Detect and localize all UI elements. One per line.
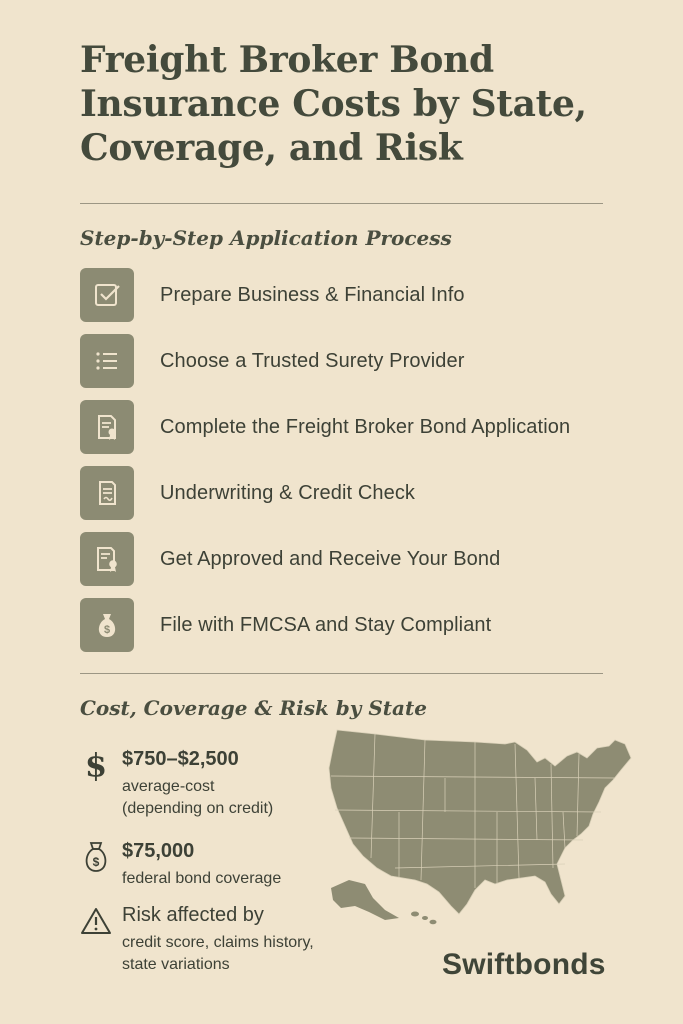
us-map-image (315, 728, 645, 928)
warning-icon (80, 904, 112, 938)
step-5 (80, 532, 660, 586)
costs-heading: Cost, Coverage & Risk by State (80, 696, 427, 720)
step-label: Choose a Trusted Surety Provider (160, 349, 465, 372)
brand-logo: Swiftbonds (442, 948, 606, 981)
average-cost-note: (depending on credit) (122, 800, 274, 817)
step-label: Complete the Freight Broker Bond Application (160, 415, 571, 438)
step-label: File with FMCSA and Stay Compliant (160, 613, 492, 636)
average-cost-value: $750–$2,500 (122, 748, 239, 770)
money-bag-icon (80, 840, 112, 874)
step-1 (80, 268, 660, 322)
certificate-icon (80, 532, 134, 586)
process-heading: Step-by-Step Application Process (80, 226, 452, 250)
step-label: Prepare Business & Financial Info (160, 283, 465, 306)
document-icon (80, 466, 134, 520)
coverage-label: federal bond coverage (122, 870, 282, 887)
coverage-value: $75,000 (122, 840, 195, 862)
step-2 (80, 334, 660, 388)
step-3 (80, 400, 660, 454)
risk-variations: state variations (122, 956, 230, 973)
average-cost-label: average-cost (122, 778, 215, 795)
dollar-icon: $ (84, 746, 108, 784)
title-line-3: Coverage, and Risk (80, 127, 463, 169)
svg-text:$: $ (103, 624, 111, 636)
money-bag-icon (80, 598, 134, 652)
risk-title: Risk affected by (122, 904, 264, 926)
document-seal-icon (80, 400, 134, 454)
list-icon (80, 334, 134, 388)
risk-factors: credit score, claims history, (122, 934, 314, 951)
step-label: Underwriting & Credit Check (160, 481, 416, 504)
divider-top (80, 203, 603, 204)
svg-text:$: $ (92, 855, 100, 869)
divider-bottom (80, 673, 603, 674)
step-label: Get Approved and Receive Your Bond (160, 547, 501, 570)
step-6 (80, 598, 660, 652)
title-line-2: Insurance Costs by State, (80, 83, 587, 125)
title-line-1: Freight Broker Bond (80, 39, 494, 81)
checkbox-icon (80, 268, 134, 322)
step-4 (80, 466, 660, 520)
page-title (80, 38, 660, 170)
